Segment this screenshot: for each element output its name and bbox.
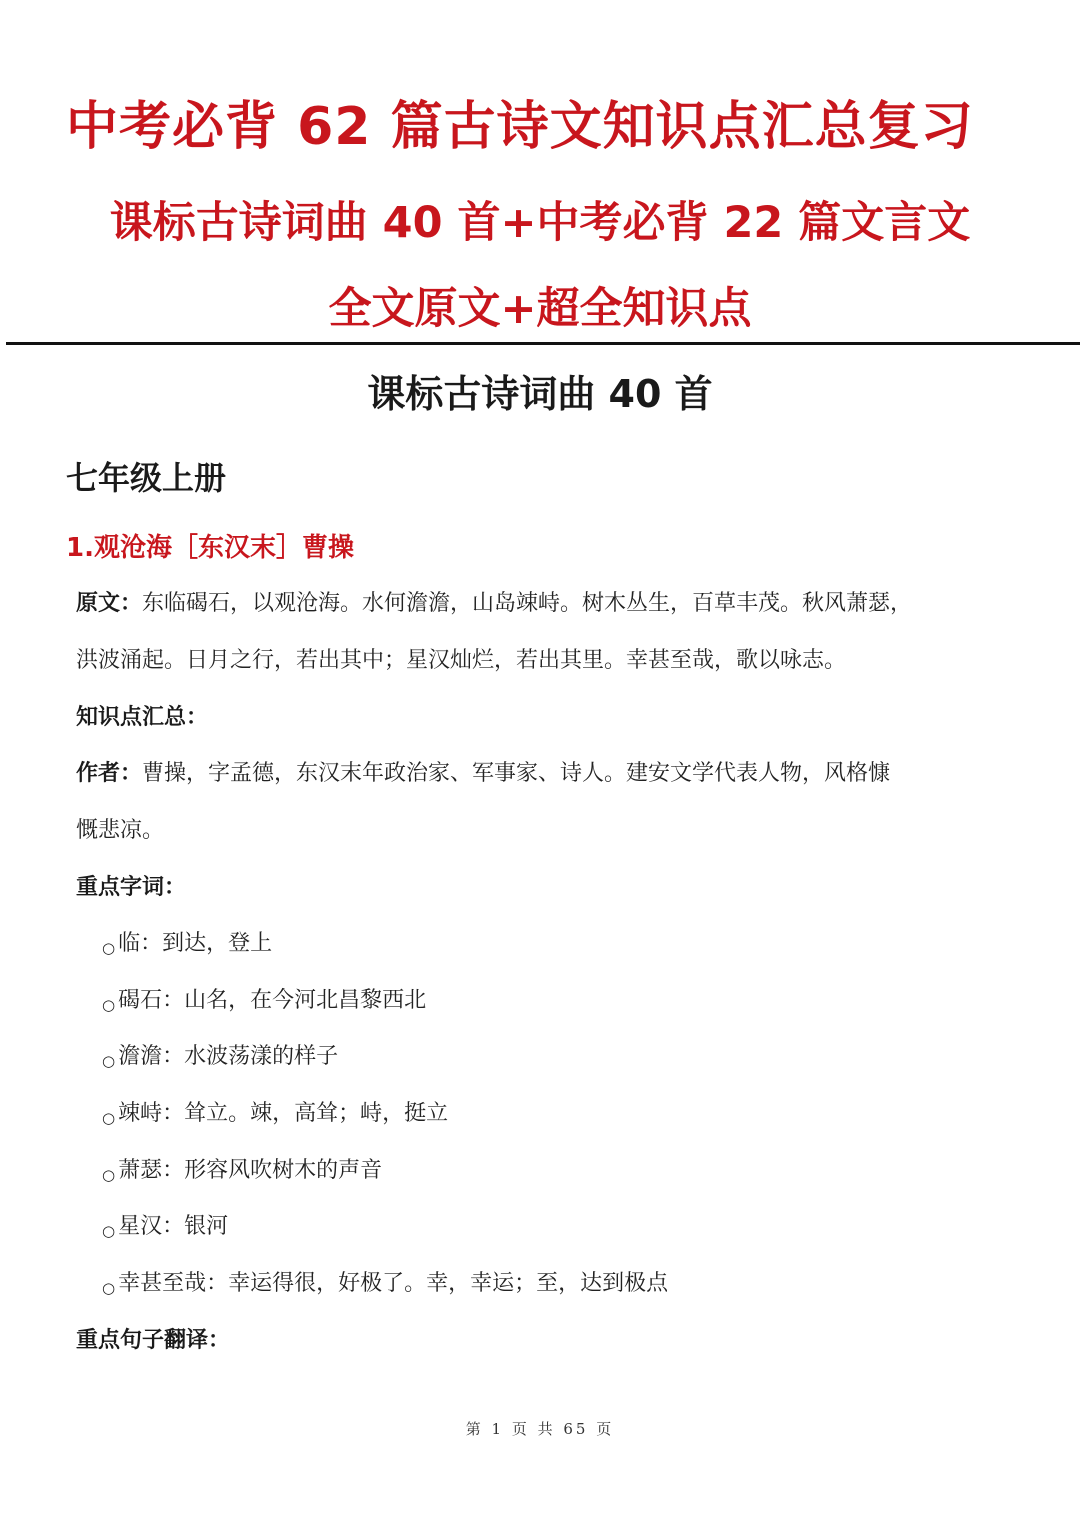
original-label: 原文： [76, 591, 143, 616]
keyword-text: 竦峙：耸立。竦，高耸；峙，挺立 [118, 1101, 449, 1126]
keyword-item [102, 928, 272, 964]
sentence-translation-label: 重点句子翻译： [76, 1328, 231, 1353]
author-text: 曹操，字孟德，东汉末年政治家、军事家、诗人。建安文学代表人物，风格慷 [142, 761, 891, 786]
bullet-icon: ○ [102, 939, 116, 957]
bullet-icon: ○ [102, 1222, 116, 1240]
keyword-item [102, 1098, 448, 1134]
bullet-icon: ○ [102, 1052, 116, 1070]
original-text: 东临碣石，以观沧海。水何澹澹，山岛竦峙。树木丛生，百草丰茂。秋风萧瑟， [142, 591, 913, 616]
doc-title-line-2: 课标古诗词曲 40 首+中考必背 22 篇文言文 [109, 198, 971, 248]
grade-heading: 七年级上册 [66, 459, 227, 497]
author-line-1 [76, 758, 890, 790]
author-line-2: 慨悲凉。 [76, 818, 165, 843]
poem-title: 1.观沧海［东汉末］曹操 [66, 533, 354, 563]
keyword-text: 星汉：银河 [118, 1214, 229, 1239]
knowledge-summary-label: 知识点汇总： [76, 705, 209, 730]
keyword-text: 萧瑟：形容风吹树木的声音 [118, 1158, 383, 1183]
original-text-line-1 [76, 588, 912, 620]
keyword-item [102, 985, 426, 1021]
author-label: 作者： [76, 761, 143, 786]
keyword-text: 幸甚至哉：幸运得很，好极了。幸，幸运；至，达到极点 [118, 1271, 669, 1296]
title-divider [6, 342, 1080, 345]
keyword-text: 碣石：山名，在今河北昌黎西北 [118, 988, 427, 1013]
page-footer: 第 1 页 共 65 页 [465, 1420, 615, 1438]
doc-title-line-3: 全文原文+超全知识点 [328, 284, 752, 334]
keyword-text: 临：到达，登上 [118, 931, 273, 956]
keyword-item [102, 1155, 382, 1191]
keywords-label: 重点字词： [76, 875, 187, 900]
keyword-text: 澹澹：水波荡漾的样子 [118, 1044, 339, 1069]
keyword-item [102, 1268, 668, 1304]
keyword-item [102, 1211, 228, 1247]
section-heading: 课标古诗词曲 40 首 [367, 372, 713, 416]
original-text-line-2: 洪波涌起。日月之行，若出其中；星汉灿烂，若出其里。幸甚至哉，歌以咏志。 [76, 648, 847, 673]
bullet-icon: ○ [102, 1166, 116, 1184]
doc-title-line-1: 中考必背 62 篇古诗文知识点汇总复习 [66, 97, 974, 157]
bullet-icon: ○ [102, 1109, 116, 1127]
bullet-icon: ○ [102, 996, 116, 1014]
keyword-item [102, 1041, 338, 1077]
bullet-icon: ○ [102, 1279, 116, 1297]
